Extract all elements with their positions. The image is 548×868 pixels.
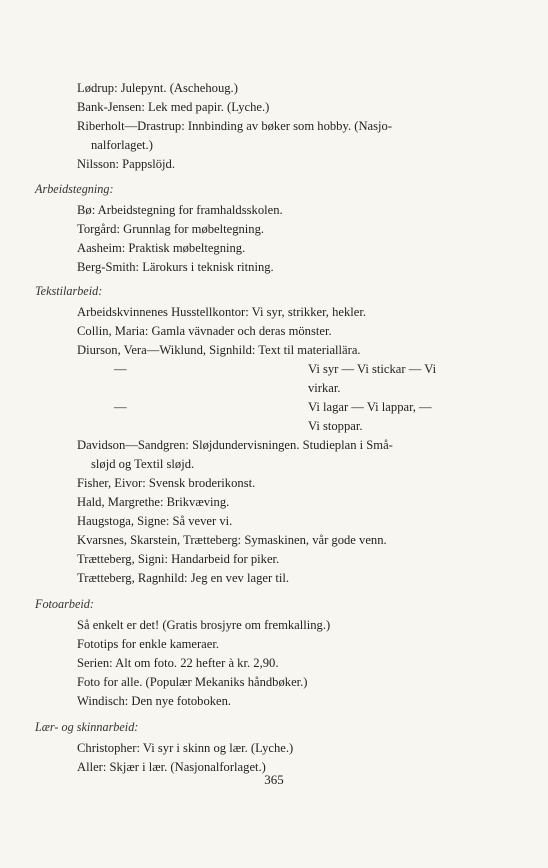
page-number: 365: [264, 772, 284, 787]
bibliography-line: Så enkelt er det! (Gratis brosjyre om fremkalling.): [77, 618, 331, 632]
bibliography-line: Bø: Arbeidstegning for framhaldsskolen.: [77, 203, 283, 217]
bibliography-line: Fisher, Eivor: Svensk broderikonst.: [77, 476, 256, 490]
section-heading: Arbeidstegning:: [35, 182, 114, 196]
bibliography-line: Vi lagar — Vi lappar, —: [308, 400, 432, 414]
bibliography-line: Vi stoppar.: [308, 419, 363, 433]
bibliography-line: Bank-Jensen: Lek med papir. (Lyche.): [77, 100, 270, 114]
bibliography-line: nalforlaget.): [91, 138, 153, 152]
bibliography-line: virkar.: [308, 381, 341, 395]
bibliography-line: Serien: Alt om foto. 22 hefter à kr. 2,90.: [77, 656, 279, 670]
bibliography-line: Foto for alle. (Populær Mekaniks håndbøker.): [77, 675, 308, 689]
bibliography-line: Arbeidskvinnenes Husstellkontor: Vi syr, strikker, hekler.: [77, 305, 367, 319]
bibliography-line: Diurson, Vera—Wiklund, Signhild: Text til materiallära.: [77, 343, 361, 357]
bibliography-line: Berg-Smith: Lärokurs i teknisk ritning.: [77, 260, 274, 274]
bibliography-line: Hald, Margrethe: Brikvæving.: [77, 495, 230, 509]
bibliography-line: sløjd og Textil sløjd.: [91, 457, 195, 471]
bibliography-line: Collin, Maria: Gamla vävnader och deras mönster.: [77, 324, 332, 338]
bibliography-line: Riberholt—Drastrup: Innbinding av bøker som hobby. (Nasjo-: [77, 119, 393, 133]
bibliography-line: Kvarsnes, Skarstein, Trætteberg: Symaskinen, vår gode venn.: [77, 533, 387, 547]
section-heading: Lær- og skinnarbeid:: [35, 720, 139, 734]
bibliography-line: Fototips for enkle kameraer.: [77, 637, 219, 651]
bibliography-line: Windisch: Den nye fotoboken.: [77, 694, 232, 708]
section-heading: Tekstilarbeid:: [35, 284, 103, 298]
bibliography-line: Vi syr — Vi stickar — Vi: [308, 362, 437, 376]
bibliography-line: Aller: Skjær i lær. (Nasjonalforlaget.): [77, 760, 266, 774]
bibliography-line: Trætteberg, Ragnhild: Jeg en vev lager til.: [77, 571, 289, 585]
bibliography-line: —: [114, 362, 127, 376]
bibliography-line: Aasheim: Praktisk møbeltegning.: [77, 241, 246, 255]
bibliography-line: Haugstoga, Signe: Så vever vi.: [77, 514, 233, 528]
bibliography-line: Trætteberg, Signi: Handarbeid for piker.: [77, 552, 280, 566]
section-heading: Fotoarbeid:: [35, 597, 94, 611]
bibliography-line: Davidson—Sandgren: Sløjdundervisningen. Studieplan i Små-: [77, 438, 393, 452]
bibliography-line: Lødrup: Julepynt. (Aschehoug.): [77, 81, 238, 95]
bibliography-line: Christopher: Vi syr i skinn og lær. (Lyche.): [77, 741, 294, 755]
bibliography-line: Torgård: Grunnlag for møbeltegning.: [77, 222, 265, 236]
bibliography-line: —: [114, 400, 127, 414]
bibliography-line: Nilsson: Pappslöjd.: [77, 157, 175, 171]
